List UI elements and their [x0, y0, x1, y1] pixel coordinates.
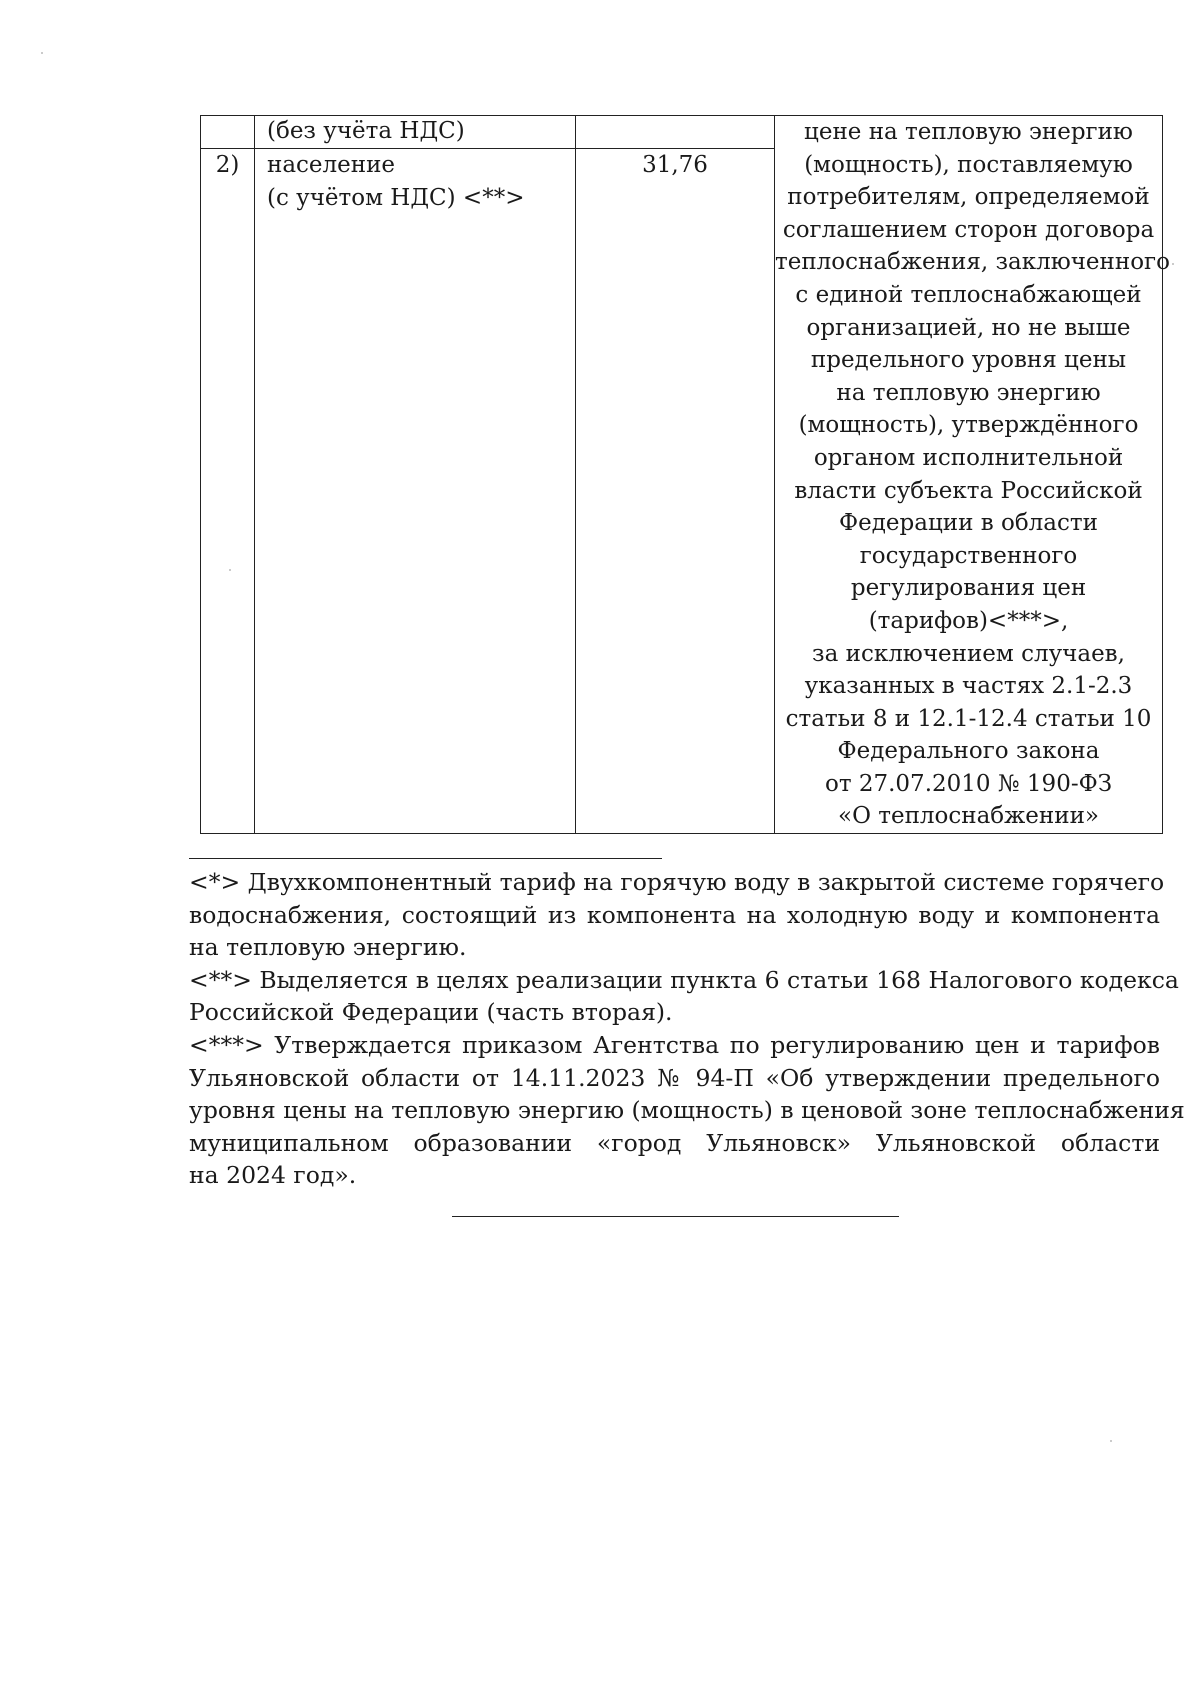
note-line: Федерации в области — [839, 510, 1098, 537]
note-line: с единой теплоснабжающей — [795, 281, 1142, 308]
note-line: регулирования цен — [850, 575, 1087, 602]
note-line: статьи 8 и 12.1-12.4 статьи 10 — [785, 705, 1152, 732]
note-line: на тепловую энергию — [836, 379, 1101, 406]
footnote-line: уровня цены на тепловую энергию (мощность) в ценовой зоне теплоснабжения — [189, 1096, 1185, 1125]
note-line: (мощность), утверждённого — [798, 412, 1139, 439]
footnote-line: Ульяновской области от 14.11.2023 № 94-П «Об утверждении предельного — [189, 1063, 1160, 1092]
note-line: власти субъекта Российской — [794, 477, 1143, 504]
row-number-cell: 2) — [201, 149, 255, 834]
tariff-value-cell — [576, 116, 775, 149]
note-line: организацией, но не выше — [806, 314, 1131, 341]
consumer-category-cell — [255, 149, 576, 834]
footnote-line: Российской Федерации (часть вторая). — [189, 998, 673, 1027]
note-line: от 27.07.2010 № 190-ФЗ — [824, 770, 1113, 797]
note-line: цене на тепловую энергию — [804, 119, 1133, 145]
note-line: Федерального закона — [837, 738, 1100, 765]
footnote-line: муниципальном образовании «город Ульяновск» Ульяновской области — [189, 1128, 1160, 1157]
footnote-line: <*> Двухкомпонентный тариф на горячую воду в закрытой системе горячего — [189, 868, 1165, 896]
table-row — [201, 116, 1163, 149]
note-line: соглашением сторон договора — [782, 216, 1155, 243]
note-line: теплоснабжения, заключенного — [775, 249, 1170, 276]
tariff-value-cell: 31,76 — [576, 149, 775, 834]
note-line: за исключением случаев, — [812, 640, 1125, 667]
note-line: указанных в частях 2.1-2.3 — [804, 673, 1133, 700]
document-end-rule — [452, 1216, 899, 1217]
footnote-line: <***> Утверждается приказом Агентства по регулированию цен и тарифов — [189, 1030, 1160, 1059]
note-line: органом исполнительной — [813, 444, 1124, 471]
footnote-separator — [189, 858, 662, 859]
footnote-line: на тепловую энергию. — [189, 933, 467, 962]
category-line: (с учётом НДС) <**> — [267, 184, 525, 211]
footnote-line: водоснабжения, состоящий из компонента на холодную воду и компонента — [189, 900, 1160, 929]
scan-speck — [229, 569, 231, 571]
row-number-cell — [201, 116, 255, 149]
note-line: (мощность), поставляемую — [804, 151, 1133, 178]
scan-speck — [1110, 1440, 1112, 1442]
footnotes — [189, 866, 1185, 1192]
note-line: государственного — [859, 542, 1078, 569]
note-line: «О теплоснабжении» — [838, 803, 1099, 830]
tariff-note-cell — [775, 116, 1170, 834]
footnote-line: на 2024 год». — [189, 1161, 357, 1190]
note-line: потребителям, определяемой — [787, 184, 1150, 211]
note-line: предельного уровня цены — [810, 347, 1127, 374]
tariff-table — [200, 115, 1170, 834]
consumer-category-cell: (без учёта НДС) — [255, 116, 576, 149]
note-line: (тарифов)<***>, — [868, 607, 1069, 634]
scan-speck — [1172, 263, 1174, 265]
footnote-line: <**> Выделяется в целях реализации пункта 6 статьи 168 Налогового кодекса — [189, 965, 1179, 994]
scan-speck — [41, 52, 43, 54]
category-line: население — [267, 152, 396, 178]
